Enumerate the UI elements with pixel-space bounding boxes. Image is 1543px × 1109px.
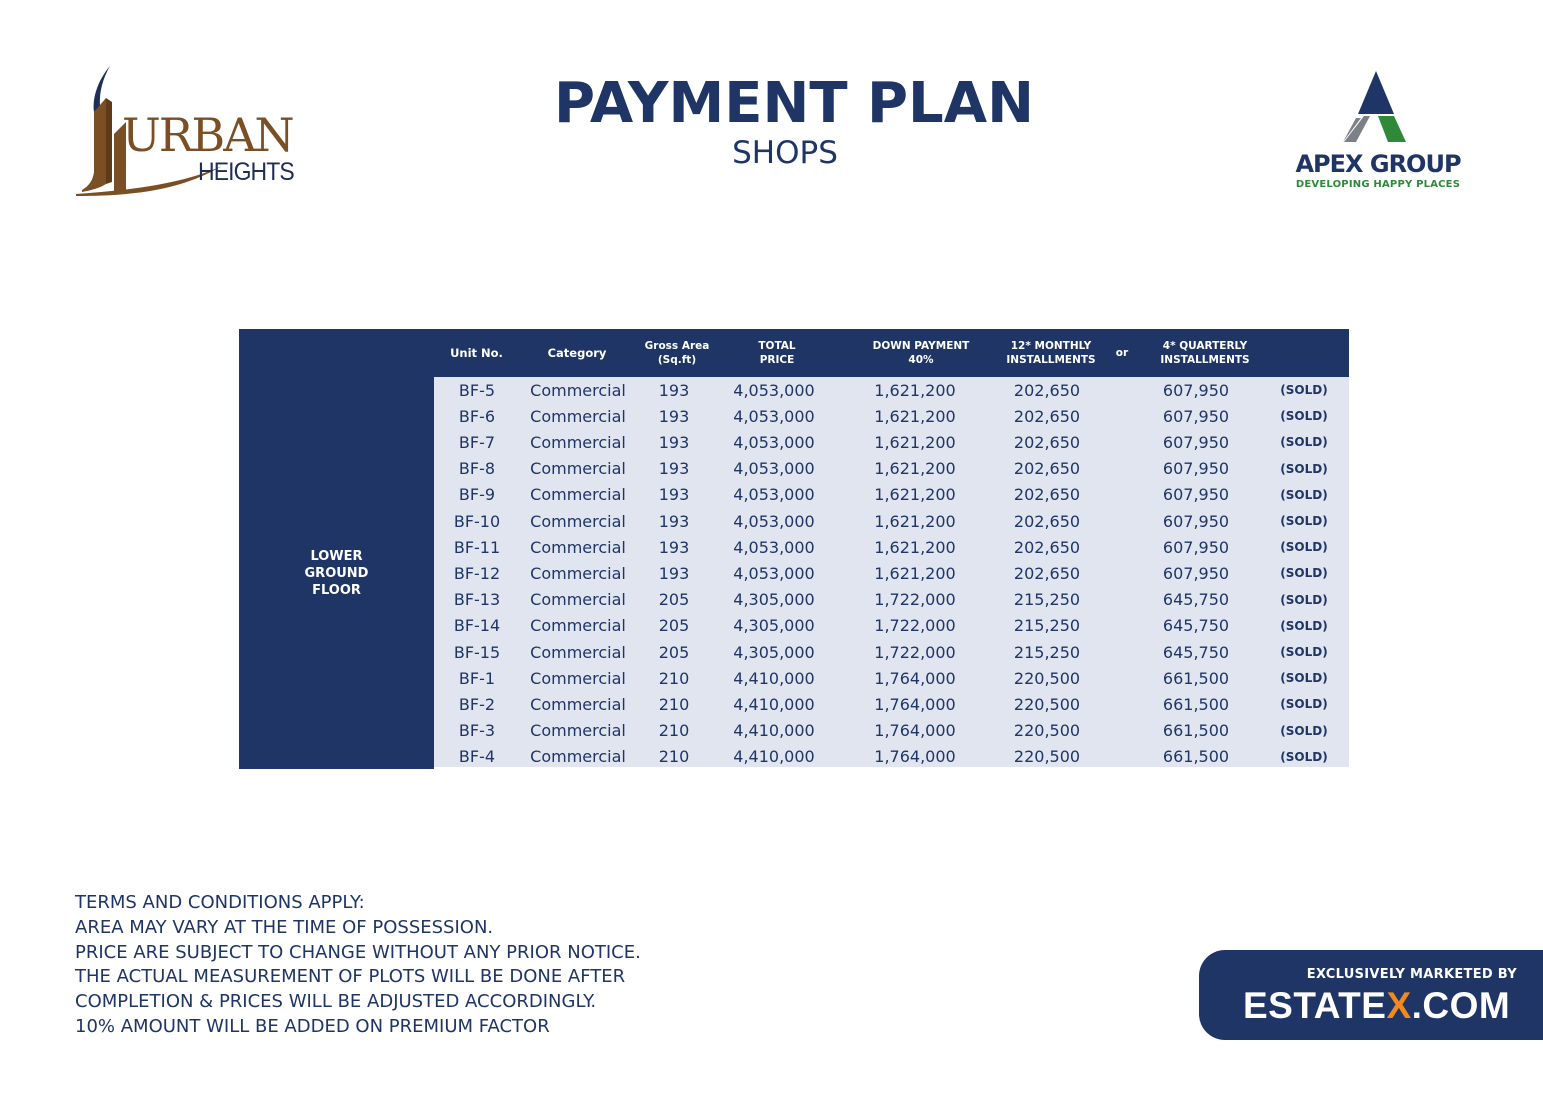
cell-gross-area: 193 xyxy=(658,406,690,426)
table-row xyxy=(434,691,1349,717)
cell-total-price: 4,305,000 xyxy=(733,642,815,662)
urban-heights-logo xyxy=(72,62,312,202)
cell-down-payment: 1,621,200 xyxy=(874,459,956,479)
floor-label: LOWER GROUND FLOOR xyxy=(239,377,434,769)
cell-status: (SOLD) xyxy=(1280,618,1328,633)
cell-down-payment: 1,764,000 xyxy=(874,668,956,688)
terms-and-conditions xyxy=(75,891,755,1040)
cell-gross-area: 210 xyxy=(658,747,690,767)
cell-unit-no: BF-4 xyxy=(458,747,496,767)
table-row xyxy=(434,665,1349,691)
cell-monthly-installment: 202,650 xyxy=(1013,406,1081,426)
cell-quarterly-installment: 607,950 xyxy=(1162,537,1230,557)
cell-quarterly-installment: 661,500 xyxy=(1162,747,1230,767)
cell-total-price: 4,410,000 xyxy=(733,668,815,688)
table-header xyxy=(239,329,1349,377)
cell-quarterly-installment: 645,750 xyxy=(1162,642,1230,662)
cell-quarterly-installment: 607,950 xyxy=(1162,563,1230,583)
terms-line: AREA MAY VARY AT THE TIME OF POSSESSION. xyxy=(75,916,494,938)
cell-quarterly-installment: 607,950 xyxy=(1162,485,1230,505)
apex-triangle-icon xyxy=(1280,68,1480,148)
cell-gross-area: 205 xyxy=(658,642,690,662)
cell-monthly-installment: 202,650 xyxy=(1013,380,1081,400)
estatex-badge xyxy=(1199,950,1543,1040)
cell-gross-area: 210 xyxy=(658,694,690,714)
cell-total-price: 4,305,000 xyxy=(733,590,815,610)
header-gross-area: Gross Area (Sq.ft) xyxy=(644,340,710,366)
table-row xyxy=(434,403,1349,429)
urban-wordmark: URBAN xyxy=(122,108,293,162)
cell-total-price: 4,305,000 xyxy=(733,616,815,636)
header-monthly-installments: 12* MONTHLY INSTALLMENTS xyxy=(1006,340,1096,366)
cell-unit-no: BF-5 xyxy=(458,380,496,400)
cell-down-payment: 1,722,000 xyxy=(874,616,956,636)
cell-quarterly-installment: 607,950 xyxy=(1162,432,1230,452)
cell-unit-no: BF-7 xyxy=(458,432,496,452)
header-quarterly-installments: 4* QUARTERLY INSTALLMENTS xyxy=(1160,340,1250,366)
cell-down-payment: 1,621,200 xyxy=(874,380,956,400)
cell-category: Commercial xyxy=(530,590,626,610)
table-row xyxy=(434,534,1349,560)
cell-monthly-installment: 215,250 xyxy=(1013,616,1081,636)
cell-down-payment: 1,621,200 xyxy=(874,563,956,583)
terms-line: THE ACTUAL MEASUREMENT OF PLOTS WILL BE DONE AFTER xyxy=(75,966,626,988)
cell-status: (SOLD) xyxy=(1280,697,1328,712)
cell-gross-area: 193 xyxy=(658,485,690,505)
cell-unit-no: BF-3 xyxy=(458,721,496,741)
cell-total-price: 4,053,000 xyxy=(733,563,815,583)
cell-unit-no: BF-11 xyxy=(453,537,501,557)
table-row xyxy=(434,508,1349,534)
cell-quarterly-installment: 607,950 xyxy=(1162,406,1230,426)
cell-unit-no: BF-12 xyxy=(453,563,501,583)
cell-status: (SOLD) xyxy=(1280,671,1328,686)
cell-quarterly-installment: 645,750 xyxy=(1162,590,1230,610)
cell-status: (SOLD) xyxy=(1280,749,1328,764)
cell-quarterly-installment: 661,500 xyxy=(1162,721,1230,741)
cell-monthly-installment: 220,500 xyxy=(1013,721,1081,741)
cell-gross-area: 193 xyxy=(658,380,690,400)
cell-monthly-installment: 202,650 xyxy=(1013,537,1081,557)
cell-gross-area: 205 xyxy=(658,616,690,636)
terms-line: PRICE ARE SUBJECT TO CHANGE WITHOUT ANY PRIOR NOTICE. xyxy=(75,941,641,963)
cell-gross-area: 205 xyxy=(658,590,690,610)
cell-category: Commercial xyxy=(530,406,626,426)
cell-monthly-installment: 202,650 xyxy=(1013,485,1081,505)
estatex-brand-pre: ESTATE xyxy=(1243,985,1387,1026)
cell-quarterly-installment: 645,750 xyxy=(1162,616,1230,636)
terms-line: COMPLETION & PRICES WILL BE ADJUSTED ACCORDINGLY. xyxy=(75,991,597,1013)
cell-quarterly-installment: 607,950 xyxy=(1162,511,1230,531)
table-row xyxy=(434,456,1349,482)
cell-unit-no: BF-15 xyxy=(453,642,501,662)
cell-category: Commercial xyxy=(530,432,626,452)
header-down-payment: DOWN PAYMENT 40% xyxy=(872,340,970,366)
cell-total-price: 4,053,000 xyxy=(733,406,815,426)
header-unit-no: Unit No. xyxy=(450,346,503,360)
cell-monthly-installment: 220,500 xyxy=(1013,747,1081,767)
table-row xyxy=(434,482,1349,508)
page-title: PAYMENT PLAN xyxy=(554,71,1034,136)
cell-status: (SOLD) xyxy=(1280,645,1328,659)
cell-total-price: 4,053,000 xyxy=(733,537,815,557)
cell-status: (SOLD) xyxy=(1280,514,1328,528)
cell-monthly-installment: 202,650 xyxy=(1013,432,1081,452)
cell-category: Commercial xyxy=(530,642,626,662)
cell-down-payment: 1,621,200 xyxy=(874,406,956,426)
cell-down-payment: 1,764,000 xyxy=(874,694,956,714)
cell-category: Commercial xyxy=(530,511,626,531)
cell-gross-area: 210 xyxy=(658,721,690,741)
cell-monthly-installment: 202,650 xyxy=(1013,511,1081,531)
cell-category: Commercial xyxy=(530,747,626,767)
cell-total-price: 4,053,000 xyxy=(733,380,815,400)
terms-line: 10% AMOUNT WILL BE ADDED ON PREMIUM FACTOR xyxy=(75,1015,550,1037)
cell-total-price: 4,053,000 xyxy=(733,511,815,531)
cell-category: Commercial xyxy=(530,668,626,688)
cell-status: (SOLD) xyxy=(1280,540,1328,555)
cell-status: (SOLD) xyxy=(1280,409,1328,424)
cell-unit-no: BF-1 xyxy=(458,668,496,688)
cell-gross-area: 193 xyxy=(658,459,690,479)
cell-unit-no: BF-6 xyxy=(458,406,496,426)
estatex-brand-post: .COM xyxy=(1411,985,1511,1026)
cell-monthly-installment: 202,650 xyxy=(1013,563,1081,583)
table-row xyxy=(434,718,1349,744)
cell-category: Commercial xyxy=(530,537,626,557)
apex-group-name: APEX GROUP xyxy=(1295,150,1461,178)
marketed-by-label: EXCLUSIVELY MARKETED BY xyxy=(1306,967,1517,982)
cell-down-payment: 1,764,000 xyxy=(874,747,956,767)
cell-quarterly-installment: 607,950 xyxy=(1162,459,1230,479)
cell-monthly-installment: 215,250 xyxy=(1013,642,1081,662)
table-row xyxy=(434,587,1349,613)
cell-status: (SOLD) xyxy=(1280,487,1328,502)
cell-quarterly-installment: 661,500 xyxy=(1162,694,1230,714)
cell-monthly-installment: 202,650 xyxy=(1013,459,1081,479)
cell-down-payment: 1,722,000 xyxy=(874,590,956,610)
cell-gross-area: 193 xyxy=(658,511,690,531)
header-category: Category xyxy=(547,346,607,360)
estatex-x-mark: X xyxy=(1386,985,1412,1026)
cell-status: (SOLD) xyxy=(1280,461,1328,476)
cell-monthly-installment: 215,250 xyxy=(1013,590,1081,610)
table-row xyxy=(434,744,1349,770)
table-row xyxy=(434,429,1349,455)
terms-heading: TERMS AND CONDITIONS APPLY: xyxy=(75,892,365,913)
cell-down-payment: 1,621,200 xyxy=(874,432,956,452)
table-body xyxy=(434,377,1349,767)
cell-status: (SOLD) xyxy=(1280,566,1328,581)
cell-category: Commercial xyxy=(530,721,626,741)
table-row xyxy=(434,560,1349,586)
cell-down-payment: 1,722,000 xyxy=(874,642,956,662)
cell-down-payment: 1,621,200 xyxy=(874,485,956,505)
cell-unit-no: BF-10 xyxy=(453,511,501,531)
cell-quarterly-installment: 661,500 xyxy=(1162,668,1230,688)
estatex-logo xyxy=(1243,986,1510,1026)
cell-gross-area: 193 xyxy=(658,537,690,557)
cell-category: Commercial xyxy=(530,485,626,505)
cell-gross-area: 193 xyxy=(658,563,690,583)
cell-down-payment: 1,621,200 xyxy=(874,511,956,531)
cell-category: Commercial xyxy=(530,459,626,479)
cell-total-price: 4,053,000 xyxy=(733,432,815,452)
cell-category: Commercial xyxy=(530,694,626,714)
cell-gross-area: 210 xyxy=(658,668,690,688)
cell-status: (SOLD) xyxy=(1280,592,1328,607)
cell-category: Commercial xyxy=(530,380,626,400)
header-total-price: TOTAL PRICE xyxy=(758,340,796,366)
cell-unit-no: BF-2 xyxy=(458,694,496,714)
cell-unit-no: BF-14 xyxy=(453,616,501,636)
table-row xyxy=(434,639,1349,665)
cell-status: (SOLD) xyxy=(1280,435,1328,450)
payment-plan-table xyxy=(239,329,1349,769)
apex-group-tagline: DEVELOPING HAPPY PLACES xyxy=(1295,179,1461,190)
cell-quarterly-installment: 607,950 xyxy=(1162,380,1230,400)
cell-unit-no: BF-13 xyxy=(453,590,501,610)
cell-category: Commercial xyxy=(530,616,626,636)
cell-status: (SOLD) xyxy=(1280,723,1328,738)
table-row xyxy=(434,377,1349,403)
cell-total-price: 4,053,000 xyxy=(733,485,815,505)
table-row xyxy=(434,613,1349,639)
cell-unit-no: BF-9 xyxy=(458,485,496,505)
cell-category: Commercial xyxy=(530,563,626,583)
cell-unit-no: BF-8 xyxy=(458,459,496,479)
page-subtitle: SHOPS xyxy=(732,135,838,171)
cell-monthly-installment: 220,500 xyxy=(1013,694,1081,714)
cell-total-price: 4,410,000 xyxy=(733,721,815,741)
cell-total-price: 4,053,000 xyxy=(733,459,815,479)
header-or: or xyxy=(1115,347,1129,359)
cell-status: (SOLD) xyxy=(1280,383,1328,397)
heights-wordmark: HEIGHTS xyxy=(198,158,294,186)
cell-gross-area: 193 xyxy=(658,432,690,452)
cell-monthly-installment: 220,500 xyxy=(1013,668,1081,688)
apex-group-logo xyxy=(1280,68,1480,198)
cell-down-payment: 1,764,000 xyxy=(874,721,956,741)
cell-total-price: 4,410,000 xyxy=(733,694,815,714)
cell-total-price: 4,410,000 xyxy=(733,747,815,767)
cell-down-payment: 1,621,200 xyxy=(874,537,956,557)
